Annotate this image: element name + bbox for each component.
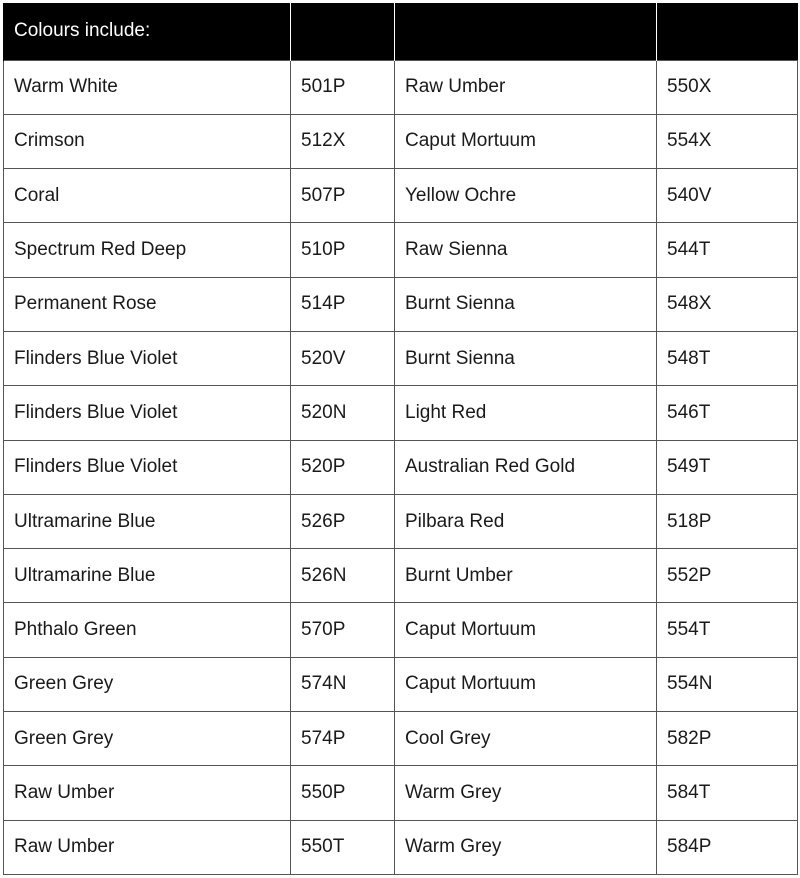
colour-name-cell: Flinders Blue Violet bbox=[4, 331, 291, 385]
colour-code-cell: 512X bbox=[291, 114, 395, 168]
table-row bbox=[4, 657, 798, 711]
colour-code-cell: 574P bbox=[291, 712, 395, 766]
colour-name-cell: Warm White bbox=[4, 60, 291, 114]
table-row bbox=[4, 603, 798, 657]
colour-name-cell: Coral bbox=[4, 169, 291, 223]
colour-code-cell: 582P bbox=[657, 712, 798, 766]
table-row bbox=[4, 549, 798, 603]
table-row bbox=[4, 440, 798, 494]
colour-code-cell: 526N bbox=[291, 549, 395, 603]
header-cell-name-2 bbox=[395, 3, 657, 60]
colour-code-cell: 520V bbox=[291, 331, 395, 385]
table-row bbox=[4, 223, 798, 277]
colours-table bbox=[3, 3, 798, 875]
table-header bbox=[4, 3, 798, 60]
colour-code-cell: 520N bbox=[291, 386, 395, 440]
colour-name-cell: Cool Grey bbox=[395, 712, 657, 766]
header-title: Colours include: bbox=[4, 3, 291, 60]
table-row bbox=[4, 277, 798, 331]
colour-name-cell: Permanent Rose bbox=[4, 277, 291, 331]
table-row bbox=[4, 386, 798, 440]
colour-name-cell: Warm Grey bbox=[395, 766, 657, 820]
colour-code-cell: 548X bbox=[657, 277, 798, 331]
colour-code-cell: 544T bbox=[657, 223, 798, 277]
colour-code-cell: 554T bbox=[657, 603, 798, 657]
colour-name-cell: Spectrum Red Deep bbox=[4, 223, 291, 277]
colour-name-cell: Caput Mortuum bbox=[395, 657, 657, 711]
colour-name-cell: Light Red bbox=[395, 386, 657, 440]
colour-name-cell: Ultramarine Blue bbox=[4, 549, 291, 603]
colour-name-cell: Raw Umber bbox=[4, 820, 291, 874]
colour-name-cell: Flinders Blue Violet bbox=[4, 386, 291, 440]
colour-code-cell: 574N bbox=[291, 657, 395, 711]
colour-code-cell: 526P bbox=[291, 494, 395, 548]
colour-code-cell: 549T bbox=[657, 440, 798, 494]
table-row bbox=[4, 712, 798, 766]
colour-code-cell: 501P bbox=[291, 60, 395, 114]
colour-name-cell: Raw Umber bbox=[4, 766, 291, 820]
colour-name-cell: Australian Red Gold bbox=[395, 440, 657, 494]
colour-code-cell: 550X bbox=[657, 60, 798, 114]
colour-code-cell: 550P bbox=[291, 766, 395, 820]
colour-code-cell: 554N bbox=[657, 657, 798, 711]
colour-name-cell: Caput Mortuum bbox=[395, 114, 657, 168]
colour-name-cell: Raw Umber bbox=[395, 60, 657, 114]
colour-name-cell: Flinders Blue Violet bbox=[4, 440, 291, 494]
colour-code-cell: 554X bbox=[657, 114, 798, 168]
header-row bbox=[4, 3, 798, 60]
colour-code-cell: 548T bbox=[657, 331, 798, 385]
colour-name-cell: Yellow Ochre bbox=[395, 169, 657, 223]
colour-code-cell: 584P bbox=[657, 820, 798, 874]
colour-name-cell: Crimson bbox=[4, 114, 291, 168]
table-body bbox=[4, 60, 798, 874]
table-row bbox=[4, 820, 798, 874]
colour-name-cell: Burnt Umber bbox=[395, 549, 657, 603]
colour-code-cell: 518P bbox=[657, 494, 798, 548]
table-row bbox=[4, 766, 798, 820]
colour-name-cell: Caput Mortuum bbox=[395, 603, 657, 657]
colour-code-cell: 570P bbox=[291, 603, 395, 657]
table-row bbox=[4, 114, 798, 168]
colour-name-cell: Warm Grey bbox=[395, 820, 657, 874]
colour-code-cell: 507P bbox=[291, 169, 395, 223]
header-cell-code-1 bbox=[291, 3, 395, 60]
colour-code-cell: 520P bbox=[291, 440, 395, 494]
colour-code-cell: 550T bbox=[291, 820, 395, 874]
table-row bbox=[4, 169, 798, 223]
table-row bbox=[4, 60, 798, 114]
colour-name-cell: Pilbara Red bbox=[395, 494, 657, 548]
table-row bbox=[4, 331, 798, 385]
colour-name-cell: Green Grey bbox=[4, 657, 291, 711]
colour-name-cell: Ultramarine Blue bbox=[4, 494, 291, 548]
colour-code-cell: 514P bbox=[291, 277, 395, 331]
colour-name-cell: Burnt Sienna bbox=[395, 277, 657, 331]
colour-code-cell: 546T bbox=[657, 386, 798, 440]
header-cell-code-2 bbox=[657, 3, 798, 60]
colour-code-cell: 584T bbox=[657, 766, 798, 820]
colour-name-cell: Green Grey bbox=[4, 712, 291, 766]
colour-name-cell: Burnt Sienna bbox=[395, 331, 657, 385]
colour-code-cell: 510P bbox=[291, 223, 395, 277]
colour-name-cell: Phthalo Green bbox=[4, 603, 291, 657]
table-row bbox=[4, 494, 798, 548]
colour-name-cell: Raw Sienna bbox=[395, 223, 657, 277]
colour-code-cell: 552P bbox=[657, 549, 798, 603]
colour-code-cell: 540V bbox=[657, 169, 798, 223]
